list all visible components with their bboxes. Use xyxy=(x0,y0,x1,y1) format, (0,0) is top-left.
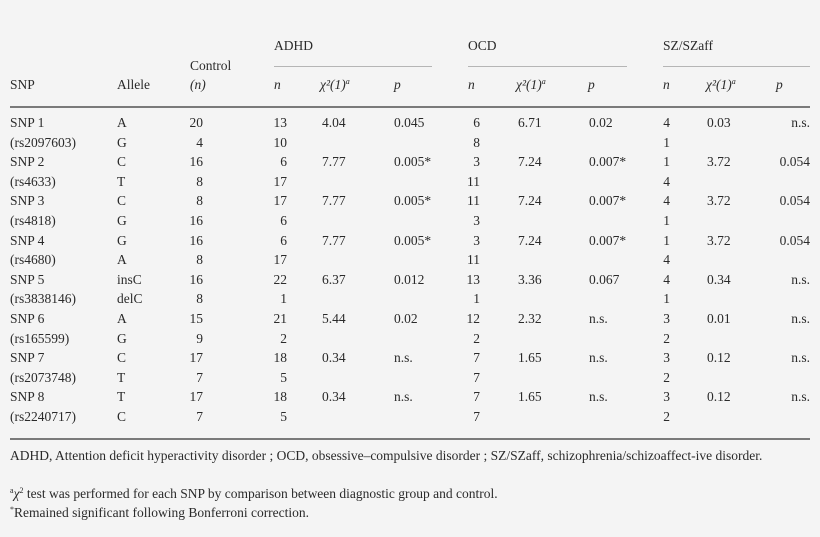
group-underline-ocd xyxy=(468,66,627,67)
cell-ocd-chi: 7.24 xyxy=(518,154,542,170)
cell-control: 17 xyxy=(189,350,203,366)
footnote-mark: a xyxy=(541,77,546,86)
cell-ocd-n: 6 xyxy=(473,115,480,130)
cell-snp: (rs4818) xyxy=(10,213,56,228)
header-allele: Allele xyxy=(117,77,150,92)
cell-snp: (rs2240717) xyxy=(10,409,76,424)
cell-sz-n: 1 xyxy=(663,232,670,248)
cell-adhd-p: 0.005* xyxy=(394,193,432,209)
cell-sz-p: n.s. xyxy=(791,271,810,287)
abbreviations-text: ADHD, Attention deficit hyperactivity disorder ; OCD, obsessive–compulsive disorder ; SZ/SZaff, schizophrenia/schizoaffect-ive disorder. xyxy=(10,448,763,463)
cell-sz-chi: 3.72 xyxy=(707,232,731,248)
cell-allele: G xyxy=(117,330,127,346)
cell-ocd-p: n.s. xyxy=(589,389,608,405)
cell-allele: C xyxy=(117,350,127,366)
subheader-adhd-n: n xyxy=(274,77,281,92)
cell-adhd-p: 0.02 xyxy=(394,311,418,326)
cell-sz-n: 1 xyxy=(663,134,670,150)
cell-adhd-n: 5 xyxy=(280,369,287,385)
cell-snp: SNP 8 xyxy=(10,389,45,405)
subheader-adhd-p: p xyxy=(394,77,401,92)
subheader-ocd-n: n xyxy=(468,77,475,92)
cell-snp: SNP 5 xyxy=(10,271,45,287)
cell-ocd-n: 3 xyxy=(473,154,480,170)
cell-sz-chi: 3.72 xyxy=(707,154,731,170)
cell-control: 16 xyxy=(189,213,203,228)
cell-adhd-n: 6 xyxy=(280,154,287,170)
cell-adhd-n: 2 xyxy=(280,330,287,346)
header-control: Control xyxy=(190,58,232,73)
cell-allele: T xyxy=(117,389,126,405)
cell-allele: A xyxy=(117,311,127,326)
cell-snp: (rs3838146) xyxy=(10,291,76,307)
cell-adhd-n: 21 xyxy=(273,311,287,326)
cell-sz-n: 1 xyxy=(663,213,670,228)
cell-adhd-p: 0.005* xyxy=(394,232,432,248)
cell-control: 7 xyxy=(196,409,203,424)
cell-sz-chi: 3.72 xyxy=(707,193,731,209)
cell-allele: G xyxy=(117,134,127,150)
cell-ocd-chi: 1.65 xyxy=(518,389,542,405)
cell-ocd-n: 8 xyxy=(473,134,480,150)
footnote-mark-a: a xyxy=(10,486,14,495)
cell-sz-chi: 0.34 xyxy=(707,271,731,287)
group-header-sz: SZ/SZaff xyxy=(663,38,713,53)
cell-allele: delC xyxy=(117,291,143,307)
footnote-a: $^a\chi^2$ test was performed for each SNP by comparison between diagnostic group and control. xyxy=(10,486,498,501)
cell-ocd-n: 12 xyxy=(466,311,480,326)
cell-allele: A xyxy=(117,252,127,268)
cell-ocd-n: 2 xyxy=(473,330,480,346)
cell-snp: (rs165599) xyxy=(10,330,70,346)
subheader-ocd-chi xyxy=(516,77,546,93)
cell-control: 8 xyxy=(196,193,203,209)
cell-allele: G xyxy=(117,213,127,228)
cell-adhd-n: 18 xyxy=(273,350,287,366)
cell-ocd-p: n.s. xyxy=(589,311,608,326)
cell-adhd-p: n.s. xyxy=(394,389,413,405)
cell-allele: C xyxy=(117,193,127,209)
cell-ocd-n: 7 xyxy=(473,369,480,385)
cell-snp: (rs4633) xyxy=(10,173,56,189)
header-snp: SNP xyxy=(10,77,35,92)
cell-ocd-p: 0.007* xyxy=(589,193,627,209)
footnote-star-text: Remained significant following Bonferroni correction. xyxy=(14,505,310,520)
cell-adhd-chi: 7.77 xyxy=(322,232,346,248)
cell-adhd-chi: 0.34 xyxy=(322,389,346,405)
subheader-adhd-chi xyxy=(320,77,350,93)
cell-ocd-chi: 7.24 xyxy=(518,193,542,209)
cell-sz-chi: 0.12 xyxy=(707,350,731,366)
cell-adhd-n: 13 xyxy=(273,115,287,130)
bottom-rule xyxy=(10,438,810,440)
cell-adhd-n: 6 xyxy=(280,232,287,248)
cell-ocd-n: 3 xyxy=(473,232,480,248)
cell-snp: SNP 2 xyxy=(10,154,45,170)
cell-sz-p: n.s. xyxy=(791,350,810,366)
cell-sz-n: 3 xyxy=(663,389,670,405)
cell-ocd-chi: 6.71 xyxy=(518,115,542,130)
cell-ocd-chi: 3.36 xyxy=(518,271,542,287)
cell-control: 20 xyxy=(189,115,203,130)
cell-control: 16 xyxy=(189,271,203,287)
cell-sz-n: 2 xyxy=(663,330,670,346)
cell-ocd-chi: 7.24 xyxy=(518,232,542,248)
cell-sz-n: 3 xyxy=(663,350,670,366)
cell-sz-chi: 0.12 xyxy=(707,389,731,405)
cell-ocd-n: 3 xyxy=(473,213,480,228)
cell-snp: SNP 7 xyxy=(10,350,45,366)
cell-ocd-p: 0.067 xyxy=(589,271,620,287)
cell-ocd-n: 11 xyxy=(467,193,480,209)
cell-sz-n: 4 xyxy=(663,193,670,209)
header-control-n: (n) xyxy=(190,77,206,92)
group-header-ocd: OCD xyxy=(468,38,497,53)
cell-sz-chi: 0.01 xyxy=(707,311,731,326)
cell-ocd-p: 0.007* xyxy=(589,154,627,170)
cell-sz-p: n.s. xyxy=(791,389,810,405)
chi-label: χ²(1) xyxy=(320,77,346,92)
cell-adhd-p: 0.045 xyxy=(394,115,425,130)
cell-sz-n: 2 xyxy=(663,369,670,385)
cell-control: 7 xyxy=(196,369,203,385)
cell-allele: C xyxy=(117,409,127,424)
cell-allele: T xyxy=(117,173,126,189)
cell-sz-p: 0.054 xyxy=(779,154,810,170)
cell-ocd-p: 0.02 xyxy=(589,115,613,130)
cell-adhd-chi: 4.04 xyxy=(322,115,346,130)
cell-ocd-n: 1 xyxy=(473,291,480,307)
cell-control: 17 xyxy=(189,389,203,405)
cell-adhd-n: 5 xyxy=(280,409,287,424)
cell-adhd-n: 6 xyxy=(280,213,287,228)
cell-sz-chi: 0.03 xyxy=(707,115,731,130)
cell-ocd-n: 7 xyxy=(473,350,480,366)
cell-adhd-chi: 7.77 xyxy=(322,193,346,209)
cell-snp: (rs2073748) xyxy=(10,369,76,385)
cell-snp: (rs4680) xyxy=(10,252,56,268)
subheader-sz-n: n xyxy=(663,77,670,92)
footnote-mark: a xyxy=(731,77,736,86)
group-underline-sz xyxy=(663,66,810,67)
cell-ocd-chi: 2.32 xyxy=(518,311,542,326)
footnote-abbreviations xyxy=(10,446,810,465)
group-header-adhd: ADHD xyxy=(274,38,313,53)
cell-adhd-chi: 6.37 xyxy=(322,271,346,287)
cell-ocd-n: 13 xyxy=(466,271,480,287)
cell-sz-p: 0.054 xyxy=(779,193,810,209)
cell-control: 8 xyxy=(196,173,203,189)
cell-sz-n: 4 xyxy=(663,173,670,189)
cell-sz-p: 0.054 xyxy=(779,232,810,248)
subheader-sz-p: p xyxy=(776,77,783,92)
group-underline-adhd xyxy=(274,66,432,67)
cell-sz-p: n.s. xyxy=(791,115,810,130)
cell-adhd-n: 17 xyxy=(273,173,287,189)
cell-sz-n: 4 xyxy=(663,271,670,287)
chi-label: χ²(1) xyxy=(706,77,732,92)
subheader-sz-chi xyxy=(706,77,736,93)
cell-adhd-n: 17 xyxy=(273,193,287,209)
cell-sz-n: 1 xyxy=(663,291,670,307)
cell-control: 8 xyxy=(196,252,203,268)
cell-adhd-chi: 5.44 xyxy=(322,311,346,326)
cell-control: 16 xyxy=(189,232,203,248)
cell-adhd-p: n.s. xyxy=(394,350,413,366)
cell-adhd-p: 0.012 xyxy=(394,271,425,287)
cell-adhd-n: 17 xyxy=(273,252,287,268)
cell-sz-n: 4 xyxy=(663,115,670,130)
cell-ocd-n: 7 xyxy=(473,409,480,424)
footnote-mark-star: * xyxy=(10,505,14,514)
cell-allele: A xyxy=(117,115,127,130)
cell-ocd-chi: 1.65 xyxy=(518,350,542,366)
cell-snp: SNP 1 xyxy=(10,115,45,130)
cell-control: 15 xyxy=(189,311,203,326)
cell-adhd-n: 22 xyxy=(273,271,287,287)
cell-allele: insC xyxy=(117,271,142,287)
cell-adhd-p: 0.005* xyxy=(394,154,432,170)
cell-sz-n: 2 xyxy=(663,409,670,424)
cell-control: 16 xyxy=(189,154,203,170)
header-rule xyxy=(10,106,810,108)
cell-snp: SNP 4 xyxy=(10,232,45,248)
cell-ocd-p: 0.007* xyxy=(589,232,627,248)
cell-allele: G xyxy=(117,232,127,248)
cell-snp: (rs2097603) xyxy=(10,134,76,150)
cell-control: 8 xyxy=(196,291,203,307)
cell-ocd-n: 11 xyxy=(467,252,480,268)
cell-control: 4 xyxy=(196,134,203,150)
cell-ocd-p: n.s. xyxy=(589,350,608,366)
cell-sz-p: n.s. xyxy=(791,311,810,326)
cell-adhd-n: 1 xyxy=(280,291,287,307)
cell-snp: SNP 3 xyxy=(10,193,45,209)
cell-ocd-n: 11 xyxy=(467,173,480,189)
footnote-mark: a xyxy=(345,77,350,86)
cell-sz-n: 4 xyxy=(663,252,670,268)
cell-sz-n: 1 xyxy=(663,154,670,170)
footnote-a-text: test was performed for each SNP by comparison between diagnostic group and control. xyxy=(23,486,498,501)
cell-adhd-n: 10 xyxy=(273,134,287,150)
cell-allele: T xyxy=(117,369,126,385)
cell-ocd-n: 7 xyxy=(473,389,480,405)
cell-sz-n: 3 xyxy=(663,311,670,326)
subheader-ocd-p: p xyxy=(588,77,595,92)
cell-control: 9 xyxy=(196,330,203,346)
footnote-star xyxy=(10,503,810,522)
cell-adhd-n: 18 xyxy=(273,389,287,405)
cell-snp: SNP 6 xyxy=(10,311,45,326)
cell-adhd-chi: 0.34 xyxy=(322,350,346,366)
cell-adhd-chi: 7.77 xyxy=(322,154,346,170)
cell-allele: C xyxy=(117,154,127,170)
chi-label: χ²(1) xyxy=(516,77,542,92)
